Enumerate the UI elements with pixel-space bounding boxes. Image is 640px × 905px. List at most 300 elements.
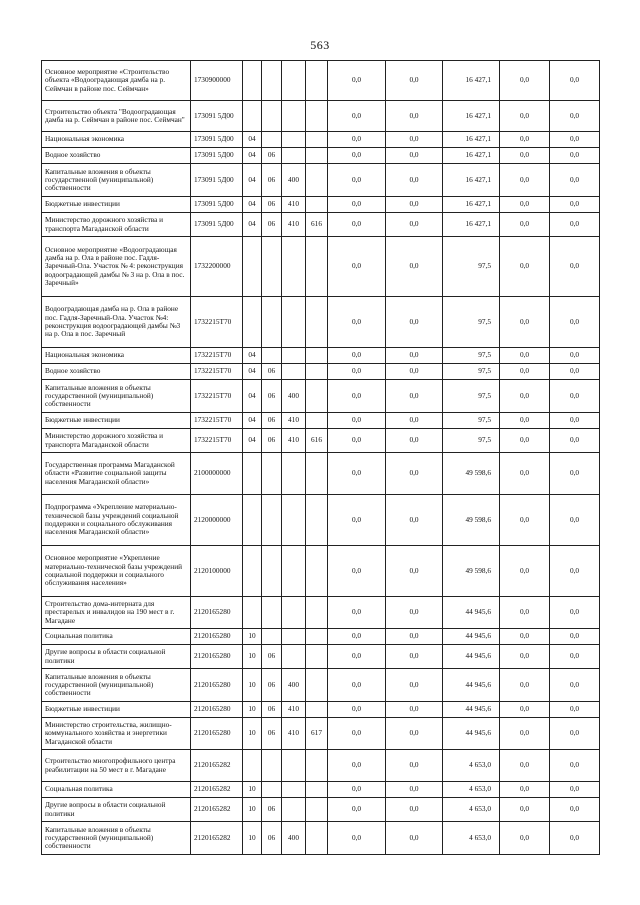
- row-section: 10: [243, 645, 262, 669]
- row-subsection: [262, 597, 282, 629]
- row-value-3: 16 427,1: [443, 101, 500, 132]
- row-value-3: 4 653,0: [443, 822, 500, 855]
- row-value-2: 0,0: [386, 132, 443, 148]
- row-value-5: 0,0: [550, 413, 600, 429]
- table-row: [42, 453, 600, 495]
- row-administrator: [306, 750, 328, 782]
- row-value-1: 0,0: [328, 348, 386, 364]
- row-value-4: 0,0: [500, 798, 550, 822]
- row-value-2: 0,0: [386, 237, 443, 297]
- row-target-code: 2120100000: [191, 546, 243, 597]
- row-administrator: [306, 822, 328, 855]
- row-value-2: 0,0: [386, 702, 443, 718]
- row-value-1: 0,0: [328, 702, 386, 718]
- row-section: 04: [243, 164, 262, 197]
- row-value-3: 97,5: [443, 429, 500, 453]
- row-value-1: 0,0: [328, 645, 386, 669]
- row-value-5: 0,0: [550, 237, 600, 297]
- row-value-2: 0,0: [386, 380, 443, 413]
- row-subsection: 06: [262, 669, 282, 702]
- row-target-code: 173091 5Д00: [191, 164, 243, 197]
- row-section: [243, 297, 262, 348]
- row-name: Подпрограмма «Укрепление материально-технической базы учреждений социальной поддержки и социального обслуживания населения Магаданской области»: [42, 495, 191, 546]
- row-subsection: [262, 453, 282, 495]
- table-row: [42, 798, 600, 822]
- row-value-2: 0,0: [386, 645, 443, 669]
- table-row: [42, 148, 600, 164]
- row-value-3: 16 427,1: [443, 197, 500, 213]
- row-value-1: 0,0: [328, 629, 386, 645]
- row-value-3: 16 427,1: [443, 148, 500, 164]
- row-value-3: 49 598,6: [443, 546, 500, 597]
- row-subsection: 06: [262, 822, 282, 855]
- table-row: [42, 164, 600, 197]
- row-value-5: 0,0: [550, 782, 600, 798]
- row-subsection: 06: [262, 213, 282, 237]
- row-value-5: 0,0: [550, 597, 600, 629]
- row-expense-type: 410: [282, 429, 306, 453]
- row-administrator: [306, 597, 328, 629]
- row-value-4: 0,0: [500, 237, 550, 297]
- row-administrator: [306, 148, 328, 164]
- row-administrator: [306, 798, 328, 822]
- row-administrator: 616: [306, 429, 328, 453]
- row-value-5: 0,0: [550, 348, 600, 364]
- row-value-4: 0,0: [500, 782, 550, 798]
- row-section: [243, 101, 262, 132]
- page-number: 563: [310, 38, 330, 52]
- row-section: [243, 61, 262, 101]
- row-name: Капитальные вложения в объекты государственной (муниципальной) собственности: [42, 669, 191, 702]
- row-administrator: 617: [306, 718, 328, 750]
- row-value-2: 0,0: [386, 453, 443, 495]
- row-section: [243, 453, 262, 495]
- row-value-5: 0,0: [550, 495, 600, 546]
- table-row: [42, 718, 600, 750]
- row-subsection: 06: [262, 364, 282, 380]
- row-value-5: 0,0: [550, 798, 600, 822]
- row-value-1: 0,0: [328, 718, 386, 750]
- row-subsection: 06: [262, 429, 282, 453]
- row-expense-type: [282, 629, 306, 645]
- row-subsection: 06: [262, 164, 282, 197]
- row-value-3: 49 598,6: [443, 495, 500, 546]
- row-expense-type: 400: [282, 164, 306, 197]
- row-value-2: 0,0: [386, 197, 443, 213]
- row-subsection: 06: [262, 148, 282, 164]
- row-value-3: 44 945,6: [443, 702, 500, 718]
- row-expense-type: 410: [282, 213, 306, 237]
- row-target-code: 2120165280: [191, 669, 243, 702]
- row-subsection: [262, 495, 282, 546]
- row-value-5: 0,0: [550, 453, 600, 495]
- row-value-5: 0,0: [550, 546, 600, 597]
- row-value-3: 97,5: [443, 413, 500, 429]
- row-value-5: 0,0: [550, 197, 600, 213]
- row-section: 10: [243, 822, 262, 855]
- row-value-2: 0,0: [386, 546, 443, 597]
- row-name: Водное хозяйство: [42, 364, 191, 380]
- row-target-code: 173091 5Д00: [191, 148, 243, 164]
- row-value-4: 0,0: [500, 348, 550, 364]
- row-value-1: 0,0: [328, 297, 386, 348]
- row-section: 04: [243, 148, 262, 164]
- row-value-5: 0,0: [550, 702, 600, 718]
- row-value-3: 44 945,6: [443, 645, 500, 669]
- row-value-1: 0,0: [328, 101, 386, 132]
- row-value-4: 0,0: [500, 702, 550, 718]
- table-row: [42, 822, 600, 855]
- row-value-2: 0,0: [386, 364, 443, 380]
- budget-table: [41, 60, 600, 855]
- row-administrator: [306, 297, 328, 348]
- row-expense-type: 410: [282, 413, 306, 429]
- row-value-5: 0,0: [550, 429, 600, 453]
- row-value-4: 0,0: [500, 164, 550, 197]
- row-expense-type: [282, 453, 306, 495]
- row-expense-type: [282, 495, 306, 546]
- row-administrator: [306, 197, 328, 213]
- table-row: [42, 297, 600, 348]
- row-value-2: 0,0: [386, 718, 443, 750]
- row-value-5: 0,0: [550, 297, 600, 348]
- row-value-2: 0,0: [386, 597, 443, 629]
- row-value-5: 0,0: [550, 164, 600, 197]
- row-target-code: 2120165282: [191, 782, 243, 798]
- table-row: [42, 61, 600, 101]
- row-target-code: 2120165280: [191, 718, 243, 750]
- row-administrator: [306, 629, 328, 645]
- row-section: 10: [243, 669, 262, 702]
- row-section: [243, 237, 262, 297]
- row-section: 04: [243, 348, 262, 364]
- row-name: Национальная экономика: [42, 132, 191, 148]
- row-value-4: 0,0: [500, 822, 550, 855]
- row-value-4: 0,0: [500, 197, 550, 213]
- row-target-code: 2120165282: [191, 822, 243, 855]
- row-administrator: [306, 380, 328, 413]
- row-subsection: [262, 546, 282, 597]
- row-value-5: 0,0: [550, 822, 600, 855]
- row-name: Другие вопросы в области социальной политики: [42, 645, 191, 669]
- row-value-4: 0,0: [500, 132, 550, 148]
- row-value-2: 0,0: [386, 822, 443, 855]
- row-name: Национальная экономика: [42, 348, 191, 364]
- table-row: [42, 132, 600, 148]
- row-value-1: 0,0: [328, 164, 386, 197]
- row-value-4: 0,0: [500, 750, 550, 782]
- row-section: 10: [243, 629, 262, 645]
- row-value-1: 0,0: [328, 597, 386, 629]
- row-expense-type: [282, 798, 306, 822]
- row-value-2: 0,0: [386, 629, 443, 645]
- row-name: Министерство дорожного хозяйства и транспорта Магаданской области: [42, 213, 191, 237]
- row-expense-type: [282, 132, 306, 148]
- row-target-code: 173091 5Д00: [191, 101, 243, 132]
- row-value-5: 0,0: [550, 132, 600, 148]
- row-expense-type: [282, 101, 306, 132]
- row-subsection: [262, 750, 282, 782]
- row-name: Капитальные вложения в объекты государственной (муниципальной) собственности: [42, 380, 191, 413]
- row-value-4: 0,0: [500, 297, 550, 348]
- row-target-code: 1732215Т70: [191, 364, 243, 380]
- row-value-3: 97,5: [443, 348, 500, 364]
- row-expense-type: [282, 297, 306, 348]
- row-value-2: 0,0: [386, 798, 443, 822]
- row-value-2: 0,0: [386, 495, 443, 546]
- row-subsection: [262, 629, 282, 645]
- row-section: 04: [243, 364, 262, 380]
- row-value-2: 0,0: [386, 348, 443, 364]
- row-subsection: [262, 237, 282, 297]
- row-expense-type: 410: [282, 702, 306, 718]
- row-name: Строительство многопрофильного центра реабилитации на 50 мест в г. Магадане: [42, 750, 191, 782]
- row-value-1: 0,0: [328, 798, 386, 822]
- row-expense-type: [282, 364, 306, 380]
- row-administrator: 616: [306, 213, 328, 237]
- row-value-4: 0,0: [500, 669, 550, 702]
- row-name: Государственная программа Магаданской области «Развитие социальной защиты населения Магаданской области»: [42, 453, 191, 495]
- table-row: [42, 629, 600, 645]
- row-value-3: 16 427,1: [443, 213, 500, 237]
- row-name: Основное мероприятие «Укрепление материально-технической базы учреждений социальной поддержки и социального обслуживания населения»: [42, 546, 191, 597]
- row-expense-type: [282, 546, 306, 597]
- row-administrator: [306, 413, 328, 429]
- row-value-3: 97,5: [443, 364, 500, 380]
- row-section: 04: [243, 197, 262, 213]
- row-value-4: 0,0: [500, 148, 550, 164]
- row-section: 04: [243, 380, 262, 413]
- row-value-2: 0,0: [386, 101, 443, 132]
- table-row: [42, 782, 600, 798]
- table-row: [42, 101, 600, 132]
- row-value-1: 0,0: [328, 669, 386, 702]
- row-value-1: 0,0: [328, 237, 386, 297]
- row-administrator: [306, 132, 328, 148]
- row-target-code: 2120165280: [191, 597, 243, 629]
- row-target-code: 2120000000: [191, 495, 243, 546]
- row-section: [243, 750, 262, 782]
- row-value-2: 0,0: [386, 750, 443, 782]
- row-section: [243, 495, 262, 546]
- row-subsection: 06: [262, 197, 282, 213]
- row-section: 10: [243, 782, 262, 798]
- row-expense-type: 400: [282, 822, 306, 855]
- row-value-1: 0,0: [328, 495, 386, 546]
- table-row: [42, 380, 600, 413]
- table-row: [42, 597, 600, 629]
- row-section: 04: [243, 429, 262, 453]
- row-subsection: 06: [262, 702, 282, 718]
- row-subsection: 06: [262, 798, 282, 822]
- row-administrator: [306, 164, 328, 197]
- row-value-5: 0,0: [550, 61, 600, 101]
- row-target-code: 1732200000: [191, 237, 243, 297]
- row-section: 04: [243, 413, 262, 429]
- row-value-1: 0,0: [328, 132, 386, 148]
- row-target-code: 2120165280: [191, 645, 243, 669]
- row-value-3: 44 945,6: [443, 669, 500, 702]
- row-name: Социальная политика: [42, 782, 191, 798]
- row-administrator: [306, 669, 328, 702]
- row-value-1: 0,0: [328, 213, 386, 237]
- row-target-code: 1730900000: [191, 61, 243, 101]
- row-name: Капитальные вложения в объекты государственной (муниципальной) собственности: [42, 822, 191, 855]
- row-value-1: 0,0: [328, 750, 386, 782]
- row-subsection: 06: [262, 380, 282, 413]
- row-value-1: 0,0: [328, 546, 386, 597]
- row-name: Бюджетные инвестиции: [42, 197, 191, 213]
- row-target-code: 173091 5Д00: [191, 132, 243, 148]
- table-row: [42, 364, 600, 380]
- row-expense-type: [282, 782, 306, 798]
- row-value-3: 4 653,0: [443, 750, 500, 782]
- table-row: [42, 429, 600, 453]
- row-name: Капитальные вложения в объекты государственной (муниципальной) собственности: [42, 164, 191, 197]
- row-target-code: 2120165282: [191, 750, 243, 782]
- row-target-code: 2120165280: [191, 629, 243, 645]
- row-administrator: [306, 495, 328, 546]
- row-subsection: [262, 348, 282, 364]
- row-value-5: 0,0: [550, 364, 600, 380]
- row-name: Другие вопросы в области социальной политики: [42, 798, 191, 822]
- table-row: [42, 645, 600, 669]
- row-value-4: 0,0: [500, 718, 550, 750]
- row-target-code: 2120165280: [191, 702, 243, 718]
- row-subsection: [262, 61, 282, 101]
- row-value-1: 0,0: [328, 429, 386, 453]
- row-name: Бюджетные инвестиции: [42, 413, 191, 429]
- row-expense-type: [282, 750, 306, 782]
- row-value-4: 0,0: [500, 645, 550, 669]
- row-value-5: 0,0: [550, 669, 600, 702]
- row-name: Бюджетные инвестиции: [42, 702, 191, 718]
- row-value-2: 0,0: [386, 61, 443, 101]
- row-value-3: 16 427,1: [443, 164, 500, 197]
- row-value-3: 49 598,6: [443, 453, 500, 495]
- row-value-4: 0,0: [500, 597, 550, 629]
- row-section: 10: [243, 718, 262, 750]
- row-administrator: [306, 237, 328, 297]
- row-value-2: 0,0: [386, 413, 443, 429]
- row-administrator: [306, 364, 328, 380]
- row-target-code: 2100000000: [191, 453, 243, 495]
- table-row: [42, 669, 600, 702]
- row-value-5: 0,0: [550, 101, 600, 132]
- row-section: 10: [243, 702, 262, 718]
- row-expense-type: [282, 148, 306, 164]
- row-value-1: 0,0: [328, 61, 386, 101]
- row-value-3: 44 945,6: [443, 597, 500, 629]
- row-value-4: 0,0: [500, 61, 550, 101]
- table-row: [42, 495, 600, 546]
- row-administrator: [306, 546, 328, 597]
- table-row: [42, 197, 600, 213]
- table-body: [42, 61, 600, 855]
- row-target-code: 1732215Т70: [191, 348, 243, 364]
- row-administrator: [306, 645, 328, 669]
- row-value-5: 0,0: [550, 718, 600, 750]
- table-row: [42, 348, 600, 364]
- row-value-1: 0,0: [328, 453, 386, 495]
- row-subsection: [262, 297, 282, 348]
- row-value-5: 0,0: [550, 629, 600, 645]
- row-value-1: 0,0: [328, 380, 386, 413]
- row-target-code: 1732215Т70: [191, 413, 243, 429]
- row-subsection: [262, 782, 282, 798]
- row-expense-type: [282, 61, 306, 101]
- table-row: [42, 213, 600, 237]
- row-subsection: [262, 132, 282, 148]
- row-value-1: 0,0: [328, 413, 386, 429]
- row-name: Министерство дорожного хозяйства и транспорта Магаданской области: [42, 429, 191, 453]
- row-value-4: 0,0: [500, 413, 550, 429]
- row-expense-type: [282, 645, 306, 669]
- row-value-3: 97,5: [443, 380, 500, 413]
- row-name: Министерство строительства, жилищно-коммунального хозяйства и энергетики Магаданской области: [42, 718, 191, 750]
- row-value-2: 0,0: [386, 213, 443, 237]
- row-value-3: 16 427,1: [443, 61, 500, 101]
- row-value-4: 0,0: [500, 629, 550, 645]
- row-expense-type: 410: [282, 718, 306, 750]
- row-subsection: 06: [262, 718, 282, 750]
- row-value-1: 0,0: [328, 197, 386, 213]
- row-target-code: 173091 5Д00: [191, 197, 243, 213]
- row-expense-type: [282, 237, 306, 297]
- row-target-code: 2120165282: [191, 798, 243, 822]
- row-value-2: 0,0: [386, 297, 443, 348]
- row-section: 04: [243, 213, 262, 237]
- row-section: [243, 546, 262, 597]
- row-name: Водное хозяйство: [42, 148, 191, 164]
- row-value-4: 0,0: [500, 453, 550, 495]
- row-section: [243, 597, 262, 629]
- row-name: Водооградающая дамба на р. Ола в районе пос. Гадля-Заречный-Ола. Участок №4: реконструкция водооградающей дамбы №3 на р. Ола в пос. Заречный: [42, 297, 191, 348]
- row-value-2: 0,0: [386, 164, 443, 197]
- row-value-4: 0,0: [500, 429, 550, 453]
- row-target-code: 173091 5Д00: [191, 213, 243, 237]
- row-expense-type: [282, 348, 306, 364]
- row-value-3: 97,5: [443, 237, 500, 297]
- table-row: [42, 237, 600, 297]
- row-target-code: 1732215Т70: [191, 297, 243, 348]
- row-value-3: 4 653,0: [443, 798, 500, 822]
- row-value-5: 0,0: [550, 750, 600, 782]
- row-name: Строительство объекта "Водооградающая дамба на р. Сеймчан в районе пос. Сеймчан": [42, 101, 191, 132]
- row-value-3: 97,5: [443, 297, 500, 348]
- row-value-1: 0,0: [328, 782, 386, 798]
- row-value-4: 0,0: [500, 380, 550, 413]
- row-subsection: 06: [262, 413, 282, 429]
- row-section: 10: [243, 798, 262, 822]
- row-expense-type: 400: [282, 380, 306, 413]
- table-row: [42, 413, 600, 429]
- row-subsection: 06: [262, 645, 282, 669]
- row-target-code: 1732215Т70: [191, 429, 243, 453]
- row-value-4: 0,0: [500, 546, 550, 597]
- row-value-2: 0,0: [386, 148, 443, 164]
- row-value-5: 0,0: [550, 213, 600, 237]
- row-name: Строительство дома-интерната для престарелых и инвалидов на 190 мест в г. Магадане: [42, 597, 191, 629]
- table-row: [42, 702, 600, 718]
- row-administrator: [306, 101, 328, 132]
- row-subsection: [262, 101, 282, 132]
- table-row: [42, 750, 600, 782]
- row-value-5: 0,0: [550, 148, 600, 164]
- row-administrator: [306, 61, 328, 101]
- table-row: [42, 546, 600, 597]
- row-expense-type: 400: [282, 669, 306, 702]
